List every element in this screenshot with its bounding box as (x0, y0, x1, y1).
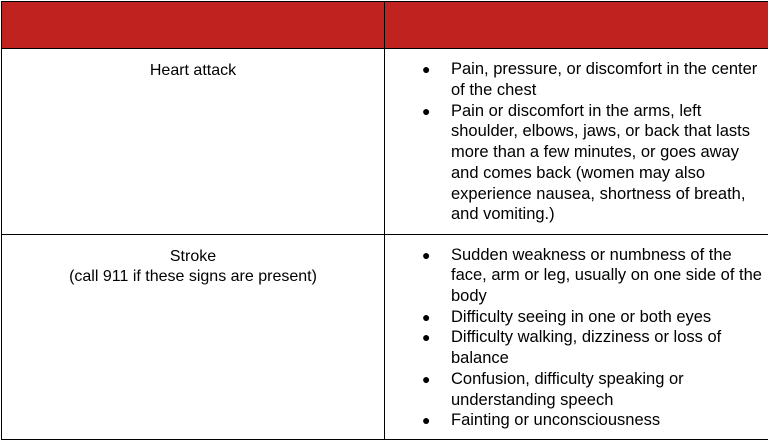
symptoms-cell (385, 49, 768, 234)
header-row (2, 2, 768, 49)
symptom-text: Sudden weakness or numbness of the face, arm or leg, usually on one side of the body (451, 245, 762, 305)
symptom-item (385, 59, 768, 100)
condition-cell (2, 49, 385, 234)
bullet-icon: ● (422, 246, 431, 263)
condition-name: Heart attack (149, 62, 237, 80)
bullet-icon: ● (422, 412, 431, 429)
symptom-item (385, 327, 768, 368)
symptom-text: Pain, pressure, or discomfort in the center of the chest (451, 60, 758, 100)
table-row (2, 234, 768, 439)
symptom-item (385, 369, 768, 410)
header-cell-symptoms (385, 2, 768, 49)
bullet-icon: ● (422, 370, 431, 387)
bullet-icon: ● (422, 61, 431, 78)
symptoms-cell (385, 234, 768, 439)
symptom-list (385, 59, 768, 225)
warning-signs-table (1, 1, 768, 440)
symptom-text: Pain or discomfort in the arms, left shoulder, elbows, jaws, or back that lasts more than a few minutes, or goes away and comes back (women may also experience nausea, shortness of breath, and vomiting.) (451, 101, 750, 224)
bullet-icon: ● (422, 308, 431, 325)
symptom-item (385, 245, 768, 307)
symptom-text: Confusion, difficulty speaking or understanding speech (451, 369, 684, 409)
condition-name: Stroke (169, 247, 217, 265)
symptom-text: Difficulty walking, dizziness or loss of balance (451, 328, 722, 368)
condition-note: (call 911 if these signs are present) (69, 267, 317, 285)
symptom-text: Fainting or unconsciousness (451, 411, 661, 430)
symptom-item (385, 410, 768, 431)
header-cell-condition (2, 2, 385, 49)
symptom-item (385, 307, 768, 328)
symptom-item (385, 101, 768, 225)
bullet-icon: ● (422, 329, 431, 346)
symptom-list (385, 245, 768, 431)
symptom-text: Difficulty seeing in one or both eyes (451, 307, 712, 326)
condition-cell (2, 234, 385, 439)
table-row (2, 49, 768, 234)
bullet-icon: ● (422, 102, 431, 119)
